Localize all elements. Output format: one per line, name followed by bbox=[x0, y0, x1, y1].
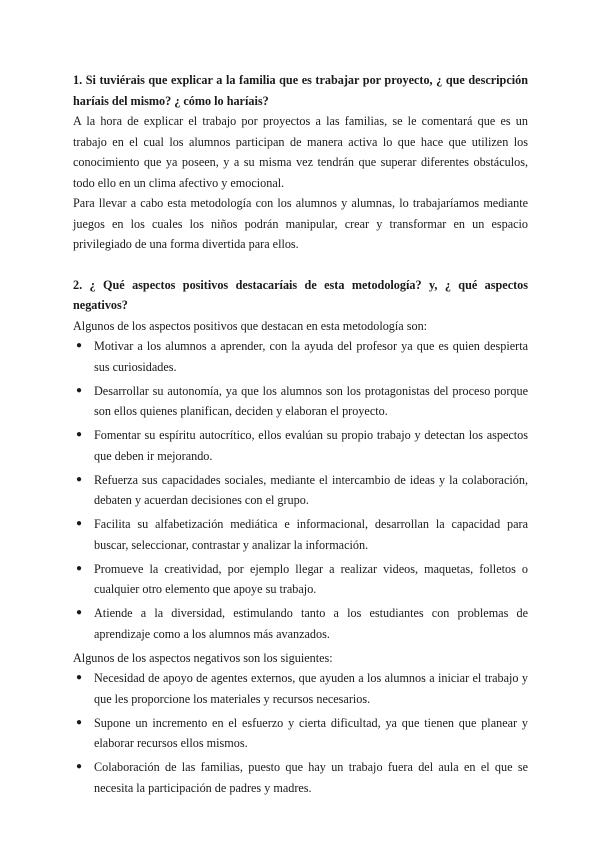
list-item-text: Promueve la creatividad, por ejemplo llegar a realizar videos, maquetas, folletos o cualquier otro elemento que apoye su trabajo. bbox=[94, 561, 528, 596]
list-item-text: Desarrollar su autonomía, ya que los alumnos son los protagonistas del proceso porque son ellos quienes planifican, deciden y elaboran el proyecto. bbox=[94, 383, 528, 418]
list-item bbox=[73, 425, 528, 466]
bullet-icon bbox=[73, 336, 85, 357]
list-item bbox=[73, 514, 528, 555]
list-item-text: Atiende a la diversidad, estimulando tanto a los estudiantes con problemas de aprendizaje como a los alumnos más avanzados. bbox=[94, 606, 528, 641]
list-item-text: Necesidad de apoyo de agentes externos, que ayuden a los alumnos a iniciar el trabajo y que les proporcione los materiales y recursos necesarios. bbox=[94, 671, 528, 706]
section-1 bbox=[73, 70, 528, 255]
bullet-icon bbox=[73, 668, 85, 689]
list-item-text: Facilita su alfabetización mediática e informacional, desarrollan la capacidad para buscar, seleccionar, contrastar y analizar la información. bbox=[94, 517, 528, 552]
list-item bbox=[73, 713, 528, 754]
list-item-text: Colaboración de las familias, puesto que hay un trabajo fuera del aula en el que se necesita la participación de padres y madres. bbox=[94, 760, 528, 795]
bullet-icon bbox=[73, 514, 85, 535]
section-1-paragraph: A la hora de explicar el trabajo por proyectos a las familias, se le comentará que es un trabajo en el cual los alumnos participan de manera activa lo que hace que utilizen los conocimiento que ya poseen, y a su misma vez tendrán que superar diferentes obstáculos, todo ello en un clima afectivo y emocional. bbox=[73, 114, 528, 190]
list-item-text: Supone un incremento en el esfuerzo y cierta dificultad, ya que tienen que planear y elaborar recursos ellos mismos. bbox=[94, 715, 528, 750]
list-item bbox=[73, 559, 528, 600]
list-item bbox=[73, 381, 528, 422]
bullet-icon bbox=[73, 470, 85, 491]
list-item bbox=[73, 336, 528, 377]
negative-aspects-list bbox=[73, 668, 528, 798]
list-item bbox=[73, 603, 528, 644]
document-page bbox=[73, 70, 528, 802]
section-2 bbox=[73, 275, 528, 799]
list-item-text: Fomentar su espíritu autocrítico, ellos evalúan su propio trabajo y detectan los aspectos que deben ir mejorando. bbox=[94, 428, 528, 463]
positive-aspects-list bbox=[73, 336, 528, 644]
bullet-icon bbox=[73, 757, 85, 778]
list-item-text: Motivar a los alumnos a aprender, con la ayuda del profesor ya que es quien despierta sus curiosidades. bbox=[94, 339, 528, 374]
list-item-text: Refuerza sus capacidades sociales, mediante el intercambio de ideas y la colaboración, debaten y acuerdan decisiones con el grupo. bbox=[94, 472, 528, 507]
bullet-icon bbox=[73, 603, 85, 624]
bullet-icon bbox=[73, 559, 85, 580]
positive-aspects-intro: Algunos de los aspectos positivos que destacan en esta metodología son: bbox=[73, 318, 428, 333]
bullet-icon bbox=[73, 425, 85, 446]
bullet-icon bbox=[73, 381, 85, 402]
list-item bbox=[73, 470, 528, 511]
list-item bbox=[73, 668, 528, 709]
question-1-heading: 1. Si tuviérais que explicar a la familia que es trabajar por proyecto, ¿ que descripción haríais del mismo? ¿ cómo lo haríais? bbox=[73, 73, 528, 108]
list-item bbox=[73, 757, 528, 798]
negative-aspects-intro: Algunos de los aspectos negativos son los siguientes: bbox=[73, 650, 333, 665]
section-1-paragraph: Para llevar a cabo esta metodología con los alumnos y alumnas, lo trabajaríamos mediante juegos en los cuales los niños podrán manipular, crear y transformar en un espacio privilegiado de una forma divertida para ellos. bbox=[73, 196, 528, 251]
bullet-icon bbox=[73, 713, 85, 734]
question-2-heading: 2. ¿ Qué aspectos positivos destacaríais de esta metodología? y, ¿ qué aspectos negativos? bbox=[73, 277, 528, 312]
